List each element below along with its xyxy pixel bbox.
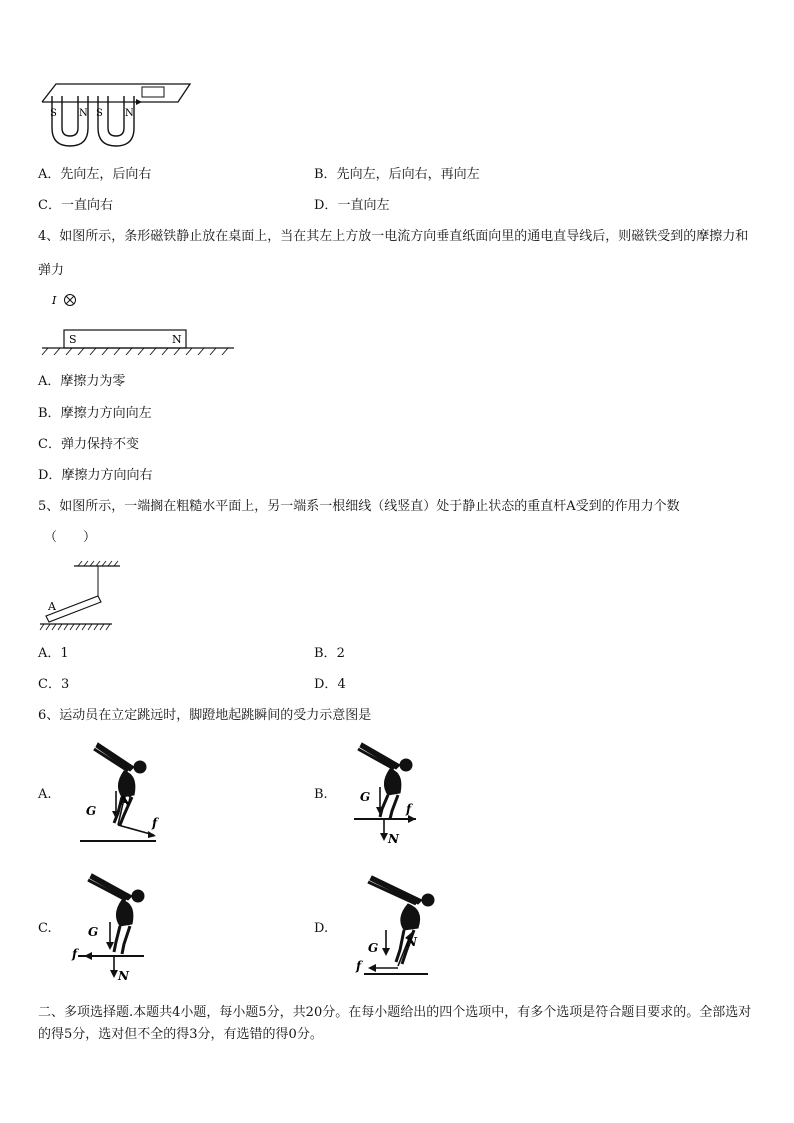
q6-c-f: f: [72, 947, 78, 961]
jumper-silhouette-icon: [358, 743, 412, 819]
q4-magnet-n: N: [172, 333, 182, 346]
q6-option-b-figure: [352, 735, 432, 845]
q5-option-d: D．4: [314, 677, 346, 692]
q3-option-b: B．先向左，后向右，再向左: [314, 167, 480, 182]
q6-d-n: N: [406, 935, 417, 949]
q4-current-label: I: [52, 294, 57, 307]
q6-option-d-letter: D.: [314, 921, 329, 936]
jumper-silhouette-icon: [88, 874, 144, 954]
q4-option-c: C．弹力保持不变: [38, 437, 139, 452]
q3-label-s1: S: [50, 108, 57, 119]
q6-b-g: G: [360, 790, 371, 804]
q5-option-b: B．2: [314, 646, 345, 661]
q6-c-n: N: [118, 969, 129, 983]
jumper-silhouette-icon: [94, 743, 146, 825]
q6-option-a-figure: [78, 735, 170, 845]
q6-option-d-figure: [348, 866, 444, 984]
q5-figure-rod: [38, 560, 128, 632]
q6-d-g: G: [368, 941, 379, 955]
q3-label-s2: S: [96, 108, 103, 119]
q3-label-n2: N: [125, 108, 134, 119]
q3-option-d: D．一直向左: [314, 198, 390, 213]
q5-stem: 5、如图所示，一端搁在粗糙水平面上，另一端系一根细线（线竖直）处于静止状态的重直杆A受到的作用力个数: [38, 499, 680, 514]
q4-figure-bar-magnet: [38, 290, 238, 360]
q5-rod-label: A: [48, 600, 56, 613]
q6-d-f: f: [356, 959, 362, 973]
q4-magnet-s: S: [69, 333, 77, 346]
q4-option-b: B．摩擦力方向向左: [38, 406, 152, 421]
q6-stem: 6、运动员在立定跳远时，脚蹬地起跳瞬间的受力示意图是: [38, 708, 372, 723]
q6-option-c-letter: C.: [38, 921, 52, 936]
q6-a-g: G: [86, 804, 97, 818]
q6-b-f: f: [406, 802, 412, 816]
q6-a-n: N: [120, 794, 131, 808]
q5-option-a: A．1: [38, 646, 69, 661]
q6-c-g: G: [88, 925, 99, 939]
q4-option-a: A．摩擦力为零: [38, 374, 126, 389]
q3-option-c: C．一直向右: [38, 198, 113, 213]
q4-option-d: D．摩擦力方向向右: [38, 468, 153, 483]
q3-figure-u-magnets: [38, 80, 198, 150]
q4-stem: 4、如图所示，条形磁铁静止放在桌面上，当在其左上方放一电流方向垂直纸面向里的通电直导线后，则磁铁受到的摩擦力和弹力: [38, 229, 749, 278]
q6-b-n: N: [388, 832, 399, 845]
q6-option-c-figure: [66, 866, 158, 984]
q6-option-a-letter: A.: [38, 787, 52, 802]
q3-option-a: A．先向左，后向右: [38, 167, 152, 182]
q5-option-c: C．3: [38, 677, 70, 692]
q3-label-n1: N: [79, 108, 88, 119]
q6-a-f: f: [152, 816, 158, 830]
q5-blank: （ ）: [44, 530, 97, 545]
section2-heading: 二、多项选择题.本题共4小题，每小题5分，共20分。在每小题给出的四个选项中，有多个选项是符合题目要求的。全部选对的得5分，选对但不全的得3分，有选错的得0分。: [38, 1005, 752, 1042]
q6-option-b-letter: B.: [314, 787, 328, 802]
